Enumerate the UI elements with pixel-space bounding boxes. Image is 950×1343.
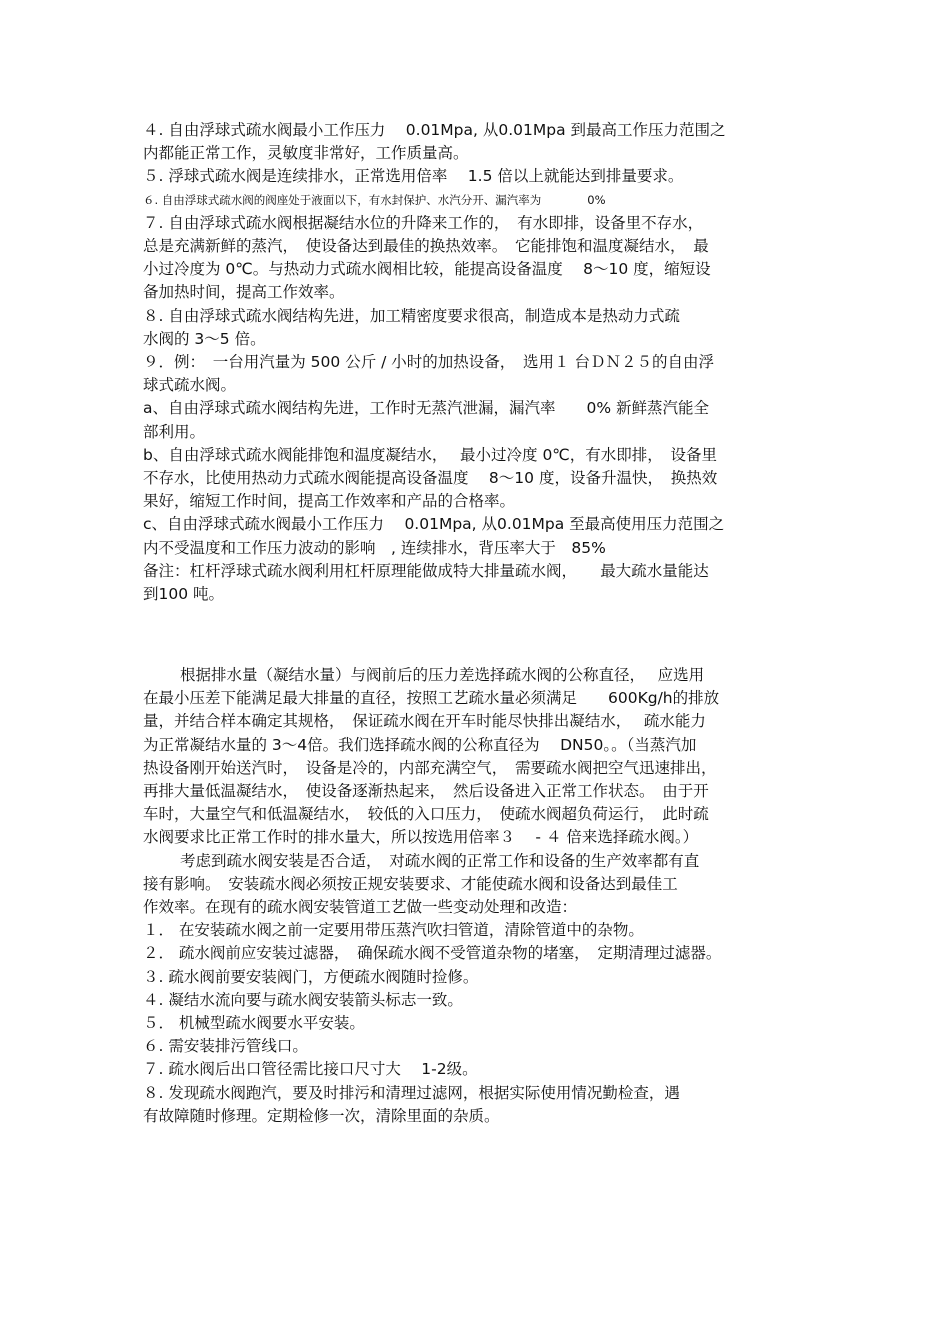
text-line: 有故障随时修理。定期检修一次，清除里面的杂质。: [143, 1106, 500, 1125]
text-line: 部利用。: [143, 422, 206, 441]
text-line: ６. 需安装排污管线口。: [143, 1037, 308, 1056]
text-line: ４. 自由浮球式疏水阀最小工作压力 0.01Mpa, 从0.01Mpa 到最高工作压力范围之: [143, 121, 726, 139]
text-line: 球式疏水阀。: [143, 376, 237, 395]
text-line: ７. 自由浮球式疏水阀根据凝结水位的升降来工作的， 有水即排，设备里不存水，: [143, 213, 704, 232]
section-float-trap-advantages: [143, 119, 813, 606]
text-line: ８. 发现疏水阀跑汽，要及时排污和清理过滤网，根据实际使用情况勤检查，遇: [143, 1083, 680, 1102]
text-line: １． 在安装疏水阀之前一定要用带压蒸汽吹扫管道，清除管道中的杂物。: [143, 921, 644, 940]
text-line: 根据排水量（凝结水量）与阀前后的压力差选择疏水阀的公称直径， 应选用: [180, 666, 705, 684]
text-line: 备注：杠杆浮球式疏水阀利用杠杆原理能做成特大排量疏水阀， 最大疏水量能达: [143, 561, 709, 580]
text-line: b、自由浮球式疏水阀能排饱和温度凝结水， 最小过冷度 0℃，有水即排， 设备里: [143, 445, 717, 464]
text-line: 为正常凝结水量的 3～4倍。我们选择疏水阀的公称直径为 DN50。。（当蒸汽加: [143, 735, 697, 754]
text-line: 总是充满新鲜的蒸汽， 使设备达到最佳的换热效率。 它能排饱和温度凝结水， 最: [143, 237, 709, 256]
text-line: 到100 吨。: [143, 585, 225, 604]
text-line: 备加热时间，提高工作效率。: [143, 283, 345, 302]
text-line: 再排大量低温凝结水， 使设备逐渐热起来， 然后设备进入正常工作状态。 由于开: [143, 782, 709, 801]
text-line: 量，并结合样本确定其规格， 保证疏水阀在开车时能尽快排出凝结水， 疏水能力: [143, 712, 706, 731]
text-line: ８. 自由浮球式疏水阀结构先进，加工精密度要求很高，制造成本是热动力式疏: [143, 306, 680, 325]
text-line: ４. 凝结水流向要与疏水阀安装箭头标志一致。: [143, 990, 463, 1009]
text-line: ６. 自由浮球式疏水阀的阀座处于液面以下，有水封保护、水汽分开、漏汽率为 0%: [143, 192, 606, 207]
text-line: ５. 浮球式疏水阀是连续排水，正常选用倍率 1.5 倍以上就能达到排量要求。: [143, 167, 684, 186]
text-line: 水阀的 3～5 倍。: [143, 329, 266, 348]
text-line: 在最小压差下能满足最大排量的直径，按照工艺疏水量必须满足 600Kg/h的排放: [143, 689, 720, 708]
text-line: 水阀要求比正常工作时的排水量大，所以按选用倍率３ - ４ 倍来选择疏水阀。）: [143, 828, 699, 847]
text-line: ３. 疏水阀前要安装阀门，方便疏水阀随时捡修。: [143, 967, 479, 986]
text-line: 作效率。在现有的疏水阀安装管道工艺做一些变动处理和改造：: [143, 898, 578, 917]
text-line: ７. 疏水阀后出口管径需比接口尺寸大 1-2级。: [143, 1060, 478, 1079]
text-line: c、自由浮球式疏水阀最小工作压力 0.01Mpa, 从0.01Mpa 至最高使用压力范围之: [143, 515, 725, 534]
text-line: 内不受温度和工作压力波动的影响 , 连续排水，背压率大于 85%: [143, 538, 606, 557]
text-line: a、自由浮球式疏水阀结构先进，工作时无蒸汽泄漏，漏汽率 0% 新鲜蒸汽能全: [143, 399, 710, 418]
text-line: ５． 机械型疏水阀要水平安装。: [143, 1014, 365, 1033]
section-trap-selection-installation: [143, 664, 813, 1128]
text-line: 不存水，比使用热动力式疏水阀能提高设备温度 8～10 度，设备升温快， 换热效: [143, 469, 718, 488]
text-line: 内都能正常工作，灵敏度非常好，工作质量高。: [143, 144, 469, 163]
text-line: 果好，缩短工作时间，提高工作效率和产品的合格率。: [143, 492, 516, 511]
text-line: 考虑到疏水阀安装是否合适， 对疏水阀的正常工作和设备的生产效率都有直: [180, 851, 700, 870]
text-line: ２． 疏水阀前应安装过滤器， 确保疏水阀不受管道杂物的堵塞， 定期清理过滤器。: [143, 944, 722, 963]
text-line: ９．例： 一台用汽量为 500 公斤 / 小时的加热设备， 选用１ 台ＤＮ２５的自由浮: [143, 353, 714, 372]
text-line: 车时，大量空气和低温凝结水， 较低的入口压力， 使疏水阀超负荷运行， 此时疏: [143, 805, 709, 824]
text-line: 接有影响。 安装疏水阀必须按正规安装要求、才能使疏水阀和设备达到最佳工: [143, 874, 678, 893]
text-line: 小过冷度为 0℃。与热动力式疏水阀相比较，能提高设备温度 8～10 度，缩短设: [143, 260, 711, 279]
text-line: 热设备刚开始送汽时， 设备是冷的，内部充满空气， 需要疏水阀把空气迅速排出，: [143, 758, 717, 777]
